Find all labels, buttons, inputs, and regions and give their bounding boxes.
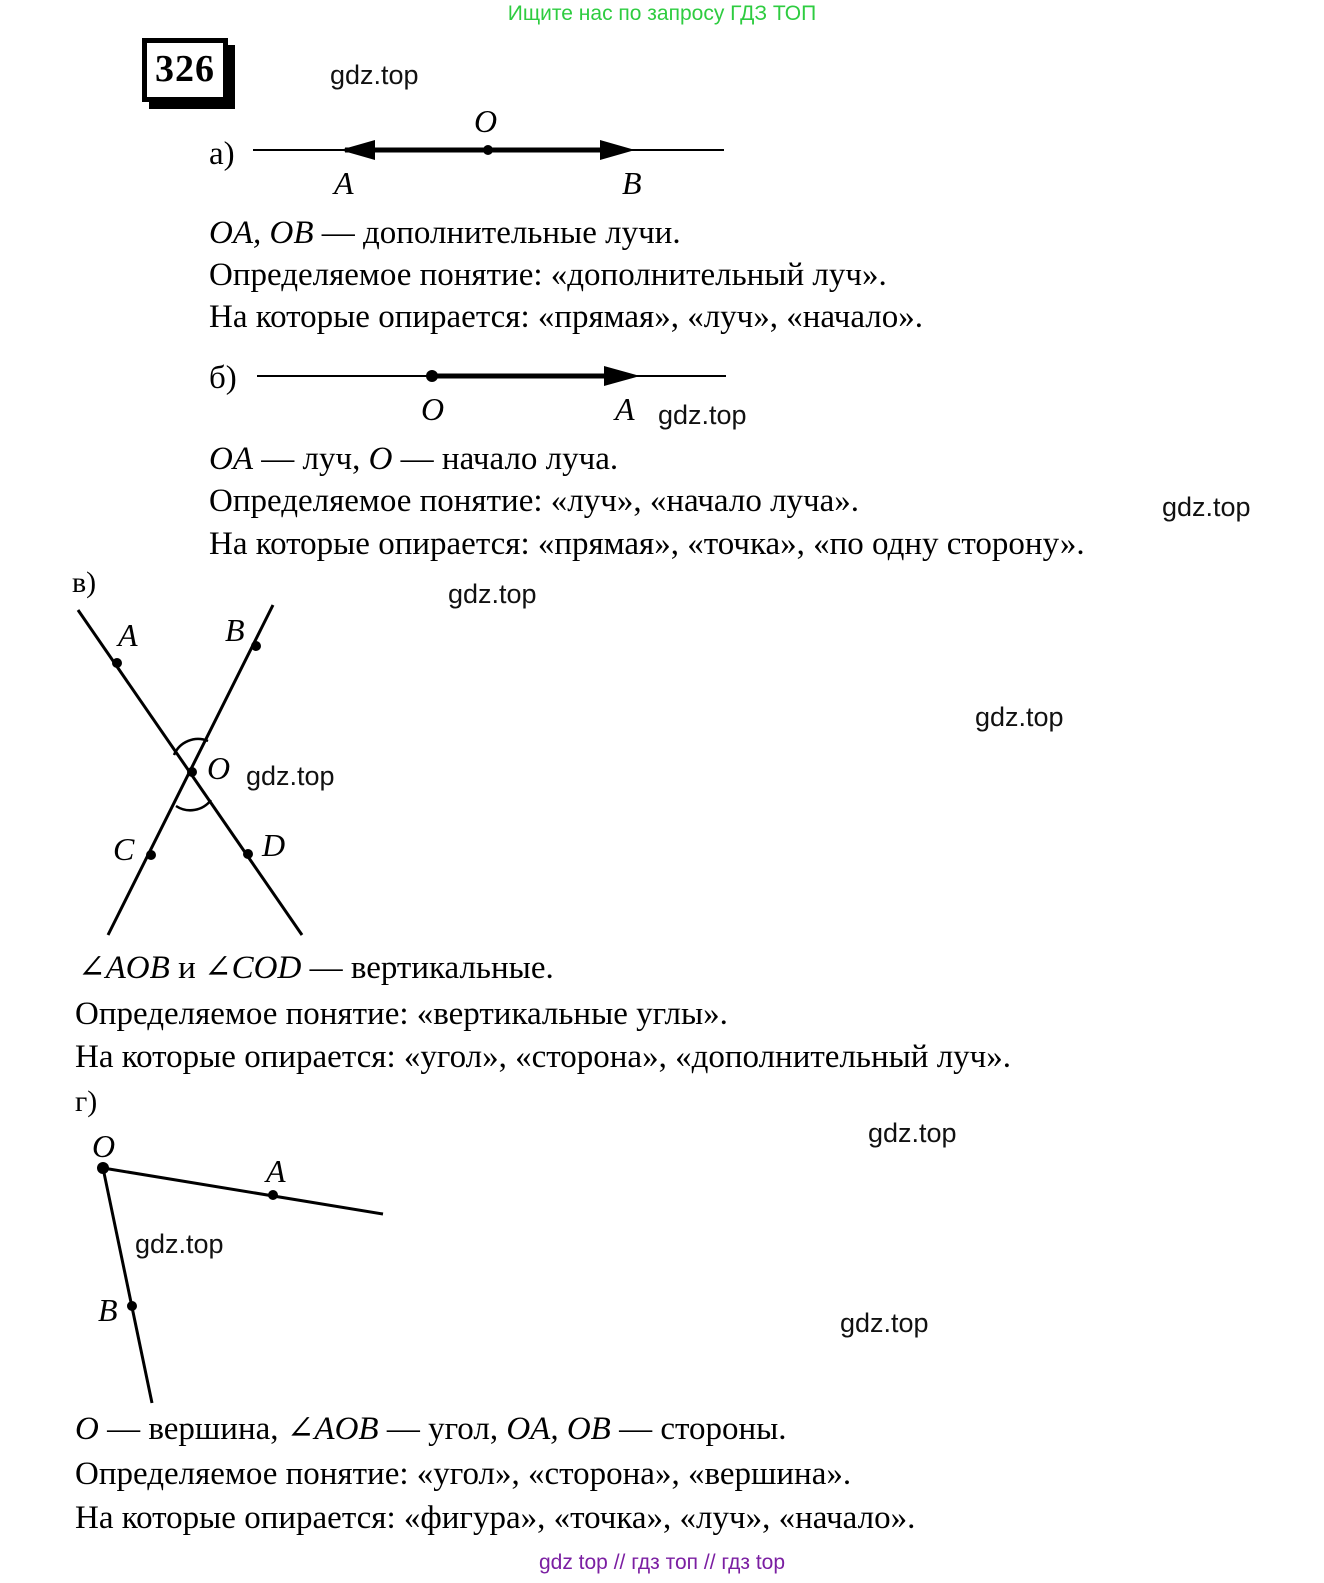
- point-d-label: D: [262, 827, 286, 863]
- problem-number: 326: [142, 38, 228, 102]
- part-a-line3: На которые опирается: «прямая», «луч», «начало».: [209, 299, 924, 335]
- part-a-line2: Определяемое понятие: «дополнительный луч».: [209, 257, 887, 293]
- point-b-label: B: [98, 1292, 118, 1328]
- watermark: gdz.top: [330, 60, 419, 90]
- part-d-label: г): [75, 1085, 98, 1118]
- watermark: gdz.top: [975, 702, 1064, 732]
- part-c-line2: Определяемое понятие: «вертикальные углы».: [75, 996, 728, 1032]
- part-b-line2: Определяемое понятие: «луч», «начало луча».: [209, 483, 860, 519]
- part-d-line1: O — вершина, ∠AOB — угол, OA, OB — стороны.: [75, 1411, 787, 1447]
- part-b-label: б): [209, 360, 237, 396]
- point-o-label: O: [421, 391, 445, 427]
- part-b-line1: OA — луч, O — начало луча.: [209, 441, 619, 477]
- point-b-label: B: [225, 612, 245, 648]
- part-d-line3: На которые опирается: «фигура», «точка», «луч», «начало».: [75, 1500, 916, 1536]
- point-c-label: C: [113, 831, 135, 867]
- top-banner: Ищите нас по запросу ГДЗ ТОП: [507, 2, 817, 25]
- point-a-label: A: [615, 391, 635, 427]
- point-o-label: O: [92, 1128, 116, 1164]
- watermark: gdz.top: [1162, 492, 1251, 522]
- part-c-line1: ∠AOB и ∠COD — вертикальные.: [78, 950, 554, 986]
- point-a-label: A: [118, 617, 138, 653]
- watermark: gdz.top: [658, 400, 747, 430]
- watermark: gdz.top: [135, 1229, 224, 1259]
- part-b-line3: На которые опирается: «прямая», «точка», «по одну сторону».: [209, 526, 1085, 562]
- bottom-banner: gdz top // гдз топ // гдз top: [538, 1551, 786, 1574]
- watermark: gdz.top: [868, 1118, 957, 1148]
- point-o-label: O: [207, 750, 231, 786]
- watermark: gdz.top: [840, 1308, 929, 1338]
- point-a-label: A: [334, 165, 354, 201]
- part-d-line2: Определяемое понятие: «угол», «сторона», «вершина».: [75, 1456, 852, 1492]
- watermark: gdz.top: [246, 761, 335, 791]
- point-o-label: O: [474, 103, 498, 139]
- part-c-label: в): [72, 566, 97, 599]
- part-a-line1: OA, OB — дополнительные лучи.: [209, 215, 681, 251]
- part-c-line3: На которые опирается: «угол», «сторона», «дополнительный луч».: [75, 1039, 1012, 1075]
- watermark: gdz.top: [448, 579, 537, 609]
- point-b-label: B: [622, 165, 642, 201]
- part-a-label: а): [209, 136, 235, 172]
- point-a-label: A: [266, 1153, 286, 1189]
